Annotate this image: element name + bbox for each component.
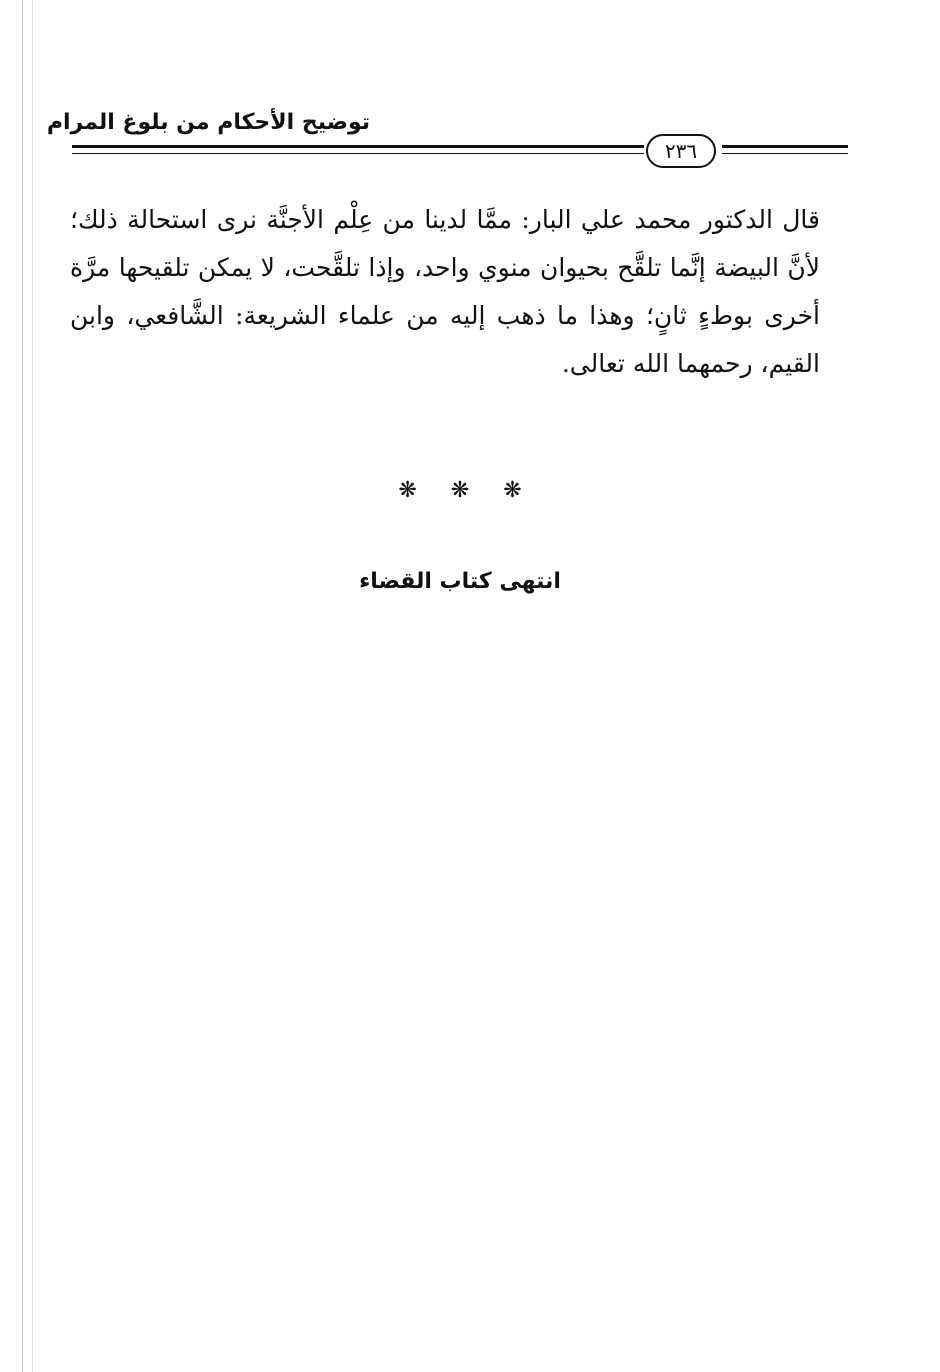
header-rule-thin-right [722,153,848,154]
page-number: ٢٣٦ [664,139,698,163]
header-rule-thick-right [722,145,848,148]
running-title: توضيح الأحكام من بلوغ المرام [46,110,370,135]
header-rule-thin-left [72,153,644,154]
body-paragraph: قال الدكتور محمد علي البار: ممَّا لدينا من عِلْم الأجنَّة نرى استحالة ذلك؛ لأنَّ البيضة إنَّما تلقَّح بحيوان منوي واحد، وإذا تلقَّحت، لا يمكن تلقيحها مرَّة أخرى بوطءٍ ثانٍ؛ وهذا ما ذهب إليه من علماء الشريعة: الشَّافعي، وابن القيم، رحمهما الله تعالى. [70,205,820,378]
separator-star-icon: ❋ [398,478,417,503]
separator-star-icon: ❋ [503,478,522,503]
binding-edge-line-inner [32,0,33,1372]
separator-star-icon: ❋ [450,478,470,503]
page-number-badge [646,134,716,168]
binding-edge-line [22,0,23,1372]
section-separator [0,478,920,504]
end-of-book-heading: انتهى كتاب القضاء [359,569,561,594]
header-rule-thick-left [72,145,644,148]
